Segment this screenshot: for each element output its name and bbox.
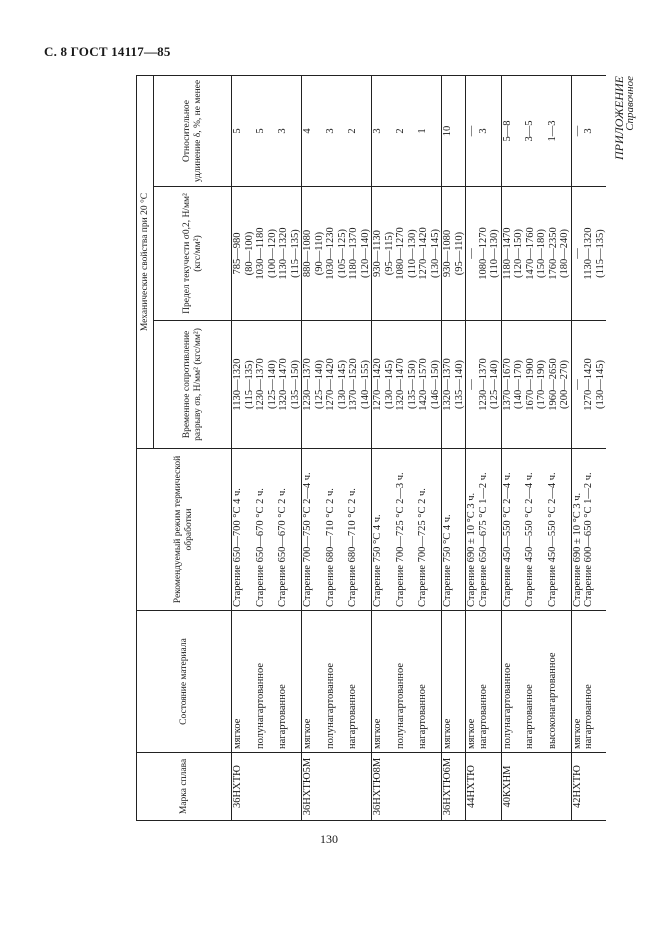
cell-yield-line: (105—125)	[336, 229, 348, 278]
cell-regime-line	[406, 452, 417, 607]
cell-elongation	[501, 76, 571, 187]
cell-tensile-line: (170—190)	[536, 360, 547, 409]
cell-tensile-line: (130—145)	[383, 360, 395, 409]
cell-regime-line	[489, 452, 500, 607]
cell-state-line	[244, 614, 255, 749]
cell-regime-line: Старение 750 °С 4 ч.	[372, 514, 383, 607]
cell-regime-line: Старение 650—670 °С 2 ч.	[277, 488, 288, 607]
cell-state-line: нагартованное	[417, 684, 428, 749]
header-regime: Рекомендуемый режим термической обработки	[137, 449, 232, 611]
header-mechanical-group: Механические свойства при 20 °С	[137, 76, 154, 449]
cell-regime	[302, 449, 372, 611]
cell-tensile-line: 1130—1320	[232, 358, 243, 411]
cell-regime-line: Старение 450—550 °С 2—4 ч.	[501, 472, 513, 607]
table-row	[302, 76, 372, 821]
table-row	[372, 76, 442, 821]
cell-state-line	[513, 614, 524, 749]
appendix-title: ПРИЛОЖЕНИЕ	[612, 76, 626, 160]
cell-yield-line: 1030—1230	[325, 227, 336, 280]
cell-elongation-line: 3	[324, 128, 336, 134]
table-row	[466, 76, 502, 821]
page-number: 130	[320, 832, 338, 846]
cell-tensile-line: 1230—1370	[255, 358, 266, 411]
cell-state-line: полунагартованное	[394, 662, 406, 749]
cell-elongation-line: 1	[417, 128, 428, 134]
header-state: Состояние материала	[137, 611, 232, 753]
cell-yield-line: (80—100)	[243, 231, 255, 276]
cell-grade: 40КХНМ	[501, 753, 571, 821]
cell-elongation-line: —	[571, 125, 583, 137]
cell-yield	[302, 187, 372, 321]
cell-elongation-line	[558, 79, 569, 183]
cell-state-line	[489, 614, 500, 749]
cell-tensile-line: —	[466, 379, 477, 390]
page-header: С. 8 ГОСТ 14117—85	[44, 44, 171, 59]
cell-yield-line: (150—180)	[536, 229, 547, 278]
cell-elongation	[302, 76, 372, 187]
cell-tensile-line: (135—140)	[453, 360, 465, 409]
properties-table-container	[136, 76, 606, 821]
cell-yield	[442, 187, 466, 321]
cell-yield-line: 1080—1270	[477, 227, 489, 280]
cell-state-line: мягкое	[466, 718, 477, 749]
table-row	[571, 76, 606, 821]
cell-elongation	[466, 76, 502, 187]
table-row	[501, 76, 571, 821]
cell-elongation-line: 4	[302, 128, 313, 134]
cell-regime	[232, 449, 302, 611]
cell-elongation-line	[359, 79, 370, 183]
cell-state-line	[429, 614, 440, 749]
cell-state-line: мягкое	[372, 718, 383, 749]
cell-elongation	[372, 76, 442, 187]
cell-regime-line: Старение 600—650 °С 1—2 ч.	[583, 472, 594, 607]
cell-tensile-line: —	[571, 379, 583, 390]
cell-grade: 44НХТЮ	[466, 753, 502, 821]
cell-regime-line: Старение 450—550 °С 2—4 ч.	[546, 472, 558, 607]
cell-elongation-line	[244, 79, 255, 183]
table-row	[232, 76, 302, 821]
cell-yield	[232, 187, 302, 321]
cell-state-line	[384, 614, 395, 749]
cell-elongation-line	[429, 79, 440, 183]
cell-regime-line	[558, 452, 569, 607]
cell-elongation-line: 3	[583, 128, 594, 134]
cell-regime-line: Старение 680—710 °С 2 ч.	[347, 488, 358, 607]
cell-elongation-line: 3	[372, 128, 383, 134]
cell-regime-line: Старение 650—700 °С 4 ч.	[232, 488, 243, 607]
cell-regime-line	[289, 452, 300, 607]
cell-yield-line: (110—130)	[489, 229, 500, 278]
cell-elongation-line: 2	[347, 128, 358, 134]
cell-grade: 36НХТЮ8М	[372, 753, 442, 821]
cell-tensile	[571, 321, 606, 449]
cell-tensile-line: (135—150)	[406, 360, 418, 409]
cell-regime-line: Старение 650—675 °С 1—2 ч.	[477, 472, 489, 607]
cell-yield-line: 1470—1760	[524, 227, 536, 280]
cell-elongation-line	[489, 79, 500, 183]
cell-state-line: полунагартованное	[254, 662, 266, 749]
table-row	[442, 76, 466, 821]
cell-yield-line: (120—140)	[359, 229, 371, 278]
cell-tensile-line: (115—135)	[243, 360, 255, 409]
cell-state	[501, 611, 571, 753]
cell-yield-line: 1130—1320	[278, 227, 289, 280]
cell-elongation-line: 2	[394, 128, 406, 134]
cell-elongation-line	[266, 79, 277, 183]
cell-elongation	[232, 76, 302, 187]
cell-state-line	[266, 614, 277, 749]
cell-tensile-line: 1230—1370	[302, 358, 313, 411]
cell-tensile-line: (125—140)	[266, 360, 278, 409]
cell-tensile-line: 1320—1470	[395, 358, 406, 411]
cell-state	[571, 611, 606, 753]
cell-tensile-line: 1670—1900	[524, 358, 536, 411]
cell-state-line	[314, 614, 325, 749]
cell-regime-line: Старение 450—550 °С 2—4 ч.	[524, 472, 535, 607]
cell-tensile-line: (130—145)	[336, 360, 348, 409]
cell-yield	[571, 187, 606, 321]
cell-regime-line	[536, 452, 547, 607]
cell-regime-line: Старение 650—670 °С 2 ч.	[254, 488, 266, 607]
cell-elongation-line	[289, 79, 300, 183]
cell-elongation-line: 5	[254, 128, 266, 134]
cell-state-line: нагартованное	[347, 684, 358, 749]
cell-regime-line: Старение 700—750 °С 2—4 ч.	[302, 472, 313, 607]
table-body	[232, 76, 607, 821]
cell-tensile-line: (146—150)	[429, 360, 441, 409]
cell-state-line: нагартованное	[524, 684, 535, 749]
cell-regime-line	[244, 452, 255, 607]
cell-yield	[501, 187, 571, 321]
cell-yield-line: (95—110)	[453, 231, 465, 276]
cell-state-line: полунагартованное	[324, 662, 336, 749]
cell-tensile	[302, 321, 372, 449]
header-elongation: Относительное удлинение δ, %, не менее	[154, 76, 232, 187]
cell-regime	[372, 449, 442, 611]
cell-regime	[571, 449, 606, 611]
cell-elongation-line: 3—5	[524, 120, 535, 142]
cell-yield-line: (90—110)	[313, 231, 325, 276]
cell-yield-line: (110—130)	[406, 229, 418, 278]
cell-grade: 36НХТЮ5М	[302, 753, 372, 821]
cell-elongation-line	[384, 79, 395, 183]
cell-tensile-line: (125—140)	[489, 360, 500, 409]
cell-state-line	[406, 614, 417, 749]
cell-tensile-line: 1420—1570	[418, 358, 429, 411]
appendix-label	[614, 76, 636, 186]
cell-elongation-line: 1—3	[546, 120, 558, 142]
cell-state-line	[558, 614, 569, 749]
cell-elongation-line	[536, 79, 547, 183]
cell-yield-line: 1270—1420	[418, 227, 429, 280]
cell-regime-line	[359, 452, 370, 607]
cell-regime-line	[336, 452, 347, 607]
cell-tensile	[372, 321, 442, 449]
cell-yield-line: (180—240)	[559, 229, 570, 278]
cell-yield-line: (120—150)	[513, 229, 524, 278]
cell-state-line	[595, 614, 606, 749]
cell-tensile-line: (130—145)	[594, 360, 606, 409]
cell-tensile-line: (135—150)	[289, 360, 301, 409]
cell-yield-line: (130—145)	[429, 229, 441, 278]
cell-regime-line	[513, 452, 524, 607]
cell-tensile	[501, 321, 571, 449]
cell-regime-line: Старение 680—710 °С 2 ч.	[324, 488, 336, 607]
cell-elongation-line	[595, 79, 606, 183]
cell-tensile-line: 1270—1420	[583, 358, 594, 411]
cell-yield-line: 785—980	[232, 232, 243, 275]
cell-elongation-line: 3	[277, 128, 288, 134]
cell-yield-line: 1180—1470	[501, 227, 513, 280]
cell-tensile-line: 1960—2650	[547, 358, 559, 411]
cell-elongation-line: 5—8	[501, 120, 513, 142]
cell-state-line	[359, 614, 370, 749]
cell-tensile-line: 1370—1670	[501, 358, 513, 411]
cell-regime	[501, 449, 571, 611]
cell-tensile-line: 1270—1420	[372, 358, 383, 411]
cell-state-line: полунагартованное	[501, 662, 513, 749]
cell-tensile-line: (200—270)	[559, 360, 570, 409]
cell-regime-line	[384, 452, 395, 607]
cell-grade: 36НХТЮ	[232, 753, 302, 821]
cell-regime-line: Старение 690 ± 10 °С 3 ч.	[571, 492, 583, 607]
cell-state-line: высоконагартованное	[546, 652, 558, 749]
cell-state-line: мягкое	[232, 718, 243, 749]
cell-tensile-line: 1270—1420	[325, 358, 336, 411]
cell-elongation	[442, 76, 466, 187]
cell-yield-line: 1130—1320	[583, 227, 594, 280]
cell-state-line: нагартованное	[583, 684, 594, 749]
cell-yield-line: 880—1080	[302, 229, 313, 278]
header-tensile: Временное сопротивление разрыву σв, Н/мм² (кгс/мм²)	[154, 321, 232, 449]
cell-elongation-line: —	[466, 125, 477, 137]
cell-state-line	[536, 614, 547, 749]
cell-yield-line: —	[571, 248, 583, 259]
appendix-subtitle: Справочное	[624, 76, 636, 131]
cell-elongation-line	[336, 79, 347, 183]
cell-state-line: мягкое	[302, 718, 313, 749]
cell-regime	[442, 449, 466, 611]
cell-elongation-line	[513, 79, 524, 183]
cell-state-line: нагартованное	[477, 684, 489, 749]
cell-yield-line: 1030—1180	[255, 227, 266, 280]
cell-state-line	[336, 614, 347, 749]
cell-tensile-line: 1370—1520	[348, 358, 359, 411]
cell-regime-line	[266, 452, 277, 607]
cell-regime-line: Старение 690 ± 10 °С 3 ч.	[466, 492, 477, 607]
cell-elongation-line	[314, 79, 325, 183]
cell-yield-line: 1180—1370	[348, 227, 359, 280]
cell-yield-line: 1080—1270	[395, 227, 406, 280]
cell-regime-line	[314, 452, 325, 607]
cell-yield-line: (115—135)	[594, 229, 606, 278]
cell-tensile-line: (140—170)	[513, 360, 524, 409]
cell-regime-line: Старение 700—725 °С 2—3 ч.	[394, 472, 406, 607]
cell-tensile	[442, 321, 466, 449]
cell-state	[232, 611, 302, 753]
cell-tensile-line: (125—140)	[313, 360, 325, 409]
cell-state-line	[454, 614, 465, 749]
cell-regime	[466, 449, 502, 611]
cell-state-line: мягкое	[571, 718, 583, 749]
cell-elongation-line: 5	[232, 128, 243, 134]
cell-regime-line: Старение 750 °С 4 ч.	[442, 514, 453, 607]
cell-regime-line: Старение 700—725 °С 2 ч.	[417, 488, 428, 607]
cell-tensile-line: 1320—1470	[278, 358, 289, 411]
cell-yield	[372, 187, 442, 321]
cell-yield-line: —	[466, 248, 477, 259]
cell-regime-line	[595, 452, 606, 607]
cell-elongation-line	[406, 79, 417, 183]
cell-elongation-line: 3	[477, 128, 489, 134]
cell-elongation-line: 10	[442, 125, 453, 137]
cell-yield-line: 930—1130	[372, 230, 383, 277]
cell-yield-line: (115—135)	[289, 229, 301, 278]
cell-yield-line: (95—115)	[383, 231, 395, 276]
cell-tensile-line: 1320—1370	[442, 358, 453, 411]
cell-state	[466, 611, 502, 753]
cell-elongation	[571, 76, 606, 187]
rotated-table-frame	[136, 76, 606, 821]
cell-regime-line	[454, 452, 465, 607]
cell-grade: 36НХТЮ6М	[442, 753, 466, 821]
cell-tensile	[232, 321, 302, 449]
cell-tensile-line: (140—155)	[359, 360, 371, 409]
cell-grade: 42НХТЮ	[571, 753, 606, 821]
cell-tensile-line: 1230—1370	[477, 358, 489, 411]
cell-yield	[466, 187, 502, 321]
cell-state	[302, 611, 372, 753]
cell-state	[442, 611, 466, 753]
cell-state-line: мягкое	[442, 718, 453, 749]
cell-state-line: нагартованное	[277, 684, 288, 749]
properties-table	[136, 75, 606, 821]
cell-state-line	[289, 614, 300, 749]
header-grade: Марка сплава	[137, 753, 232, 821]
cell-elongation-line	[454, 79, 465, 183]
cell-tensile	[466, 321, 502, 449]
cell-yield-line: 1760—2350	[547, 227, 559, 280]
cell-state	[372, 611, 442, 753]
cell-yield-line: 930—1080	[442, 229, 453, 278]
cell-regime-line	[429, 452, 440, 607]
cell-yield-line: (100—120)	[266, 229, 278, 278]
header-yield: Предел текучести σ0,2, Н/мм² (кгс/мм²)	[154, 187, 232, 321]
